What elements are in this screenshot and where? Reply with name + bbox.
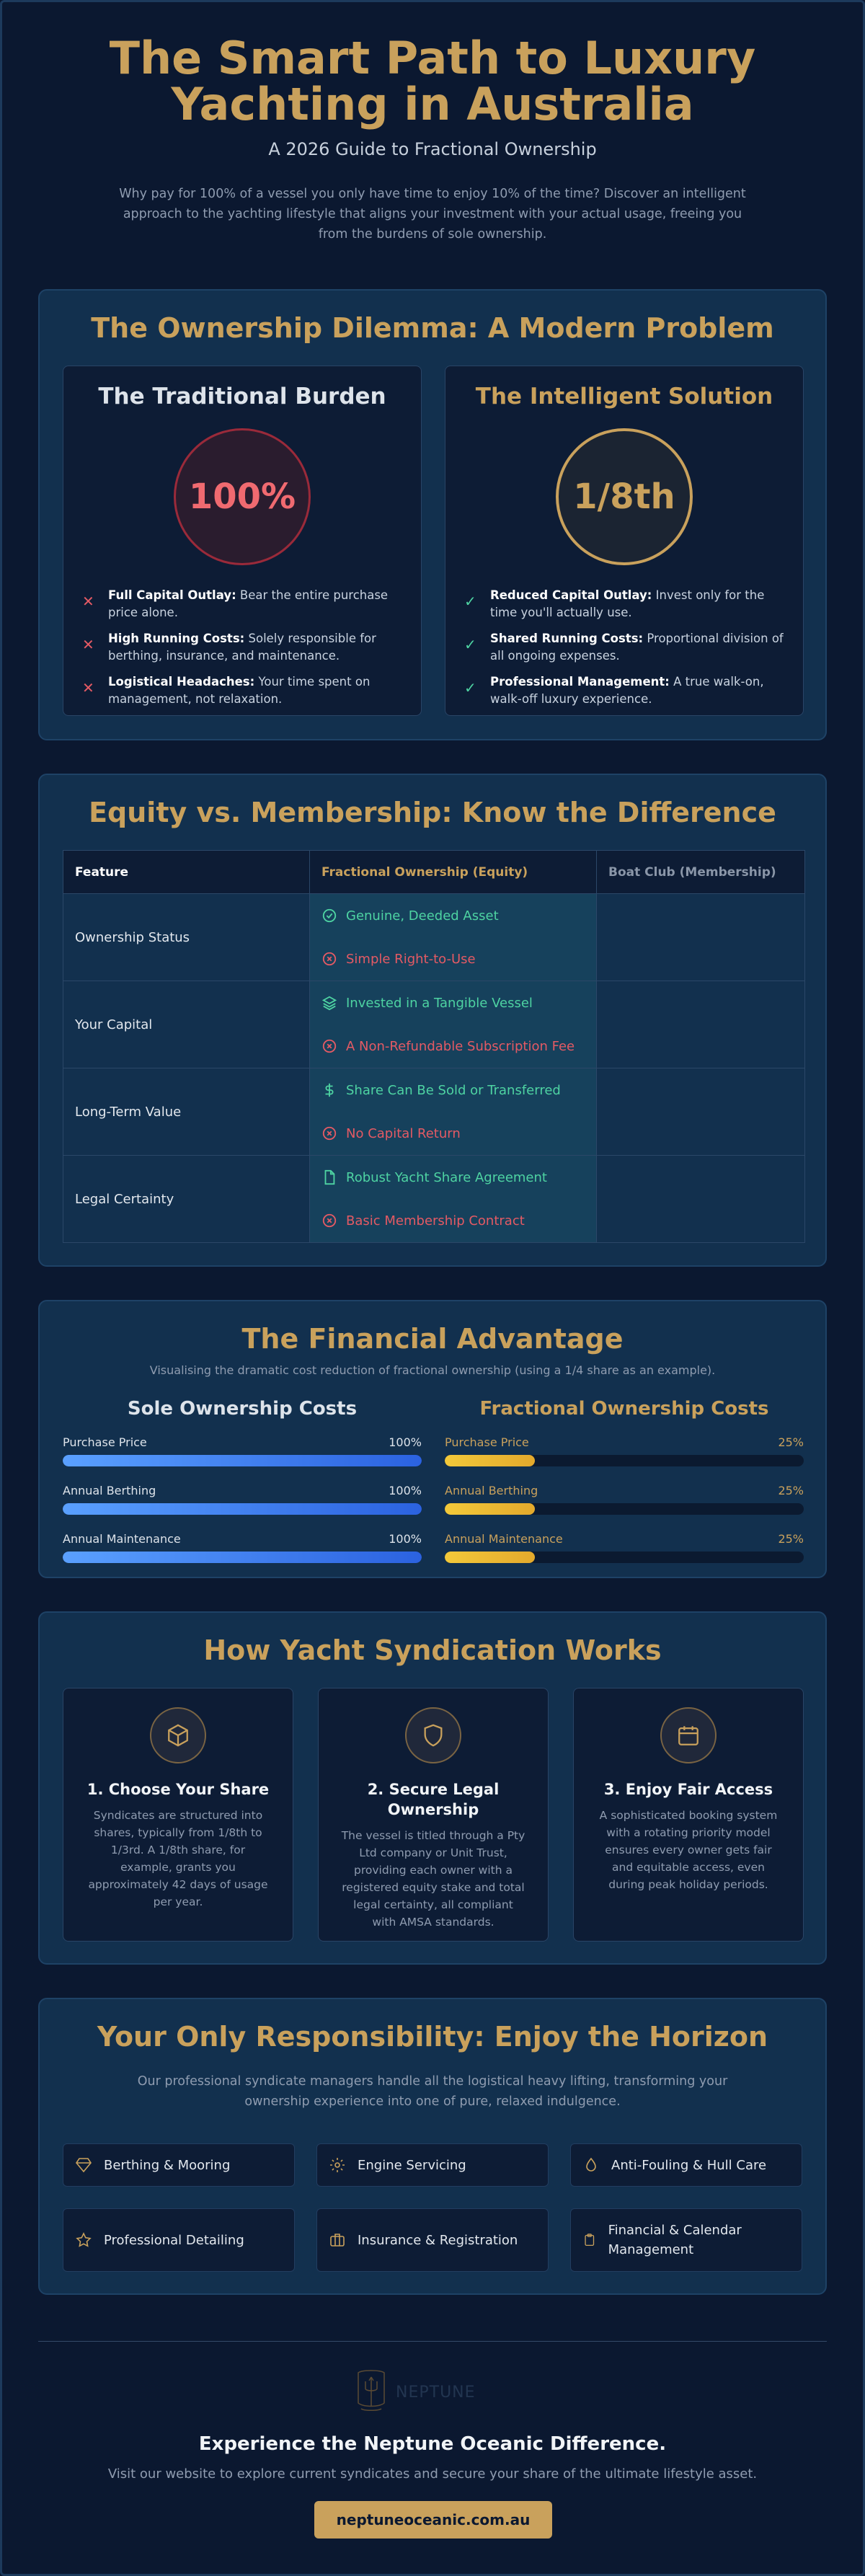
check-icon: ✓ (464, 679, 476, 696)
bar-label: Annual Maintenance (445, 1532, 563, 1546)
cross-icon: ✕ (82, 593, 94, 610)
positive-point (321, 1156, 585, 1199)
footer-subtitle: Visit our website to explore current syndicates and secure your share of the ultimate lifestyle asset. (107, 2466, 758, 2482)
page-subtitle: A 2026 Guide to Fractional Ownership (268, 139, 597, 159)
negative-point (321, 1024, 585, 1068)
calendar-icon (660, 1707, 717, 1763)
x-circle-icon (321, 1213, 337, 1229)
bar-fill (445, 1503, 535, 1515)
item-text: Invest only for the time you'll actually use. (490, 588, 765, 619)
bar-fill (445, 1552, 535, 1563)
intro-paragraph: Why pay for 100% of a vessel you only have time to enjoy 10% of the time? Discover an intelligent approach to the yachting lifestyle that aligns your investment with your actual usage, freeing you from the burdens of sole ownership. (119, 187, 746, 242)
equity-cell (310, 894, 597, 981)
bar-value: 100% (389, 1532, 422, 1546)
positive-text: Genuine, Deeded Asset (346, 908, 499, 924)
clipboard-icon (582, 2231, 597, 2249)
table-row (63, 1068, 805, 1156)
traditional-heading: The Traditional Burden (98, 384, 386, 410)
column-header: Boat Club (Membership) (597, 851, 805, 894)
feature-cell: Long-Term Value (63, 1068, 310, 1156)
negative-point (321, 1112, 585, 1155)
bar-label: Purchase Price (63, 1435, 147, 1449)
intelligent-item (464, 673, 784, 708)
traditional-figure: 100% (174, 428, 311, 565)
bar-value: 25% (778, 1532, 804, 1546)
equity-title: Equity vs. Membership: Know the Difference (89, 797, 776, 828)
cost-bar (63, 1435, 422, 1466)
bar-track (63, 1503, 422, 1515)
bar-label: Annual Berthing (63, 1484, 156, 1497)
shield-icon (405, 1707, 461, 1763)
document-icon (321, 1169, 337, 1185)
bar-track (63, 1455, 422, 1466)
table-row (63, 981, 805, 1068)
ownership-dilemma-section (38, 289, 827, 740)
item-label: High Running Costs: (108, 632, 245, 645)
step-text: The vessel is titled through a Pty Ltd company or Unit Trust, providing each owner with a registered equity stake and total legal certainty, all compliant with AMSA standards. (341, 1829, 525, 1929)
traditional-burden-panel (63, 366, 422, 716)
sole-ownership-bars (63, 1398, 422, 1580)
equity-cell (310, 981, 597, 1068)
dilemma-title: The Ownership Dilemma: A Modern Problem (91, 312, 774, 344)
bar-fill (445, 1455, 535, 1466)
cost-bar (63, 1484, 422, 1515)
bar-label: Annual Berthing (445, 1484, 538, 1497)
cost-bar (445, 1532, 804, 1563)
dollar-icon (321, 1082, 337, 1098)
negative-point (321, 1199, 585, 1242)
bar-fill (63, 1503, 422, 1515)
syndication-title: How Yacht Syndication Works (203, 1634, 662, 1666)
financial-note: Visualising the dramatic cost reduction of fractional ownership (using a 1/4 share as an example). (149, 1363, 716, 1377)
footer-title: Experience the Neptune Oceanic Difference. (198, 2433, 667, 2455)
page-title: The Smart Path to Luxury Yachting in Australia (109, 32, 756, 130)
step-text: Syndicates are structured into shares, typically from 1/8th to 1/3rd. A 1/8th share, for example, grants you approximately 42 days of usage per year. (88, 1809, 268, 1908)
table-row (63, 1156, 805, 1243)
droplet-icon (582, 2156, 600, 2174)
logo-text: NEPTUNE (396, 2383, 476, 2402)
fractional-heading: Fractional Ownership Costs (479, 1398, 769, 1420)
membership-cell (597, 1156, 805, 1243)
traditional-item (82, 673, 402, 708)
bar-value: 100% (389, 1435, 422, 1449)
cost-bar (445, 1484, 804, 1515)
item-text: A true walk-on, walk-off luxury experience. (490, 675, 764, 706)
step-card (318, 1688, 549, 1942)
positive-point (321, 1068, 585, 1112)
step-title: 2. Secure Legal Ownership (367, 1781, 500, 1818)
intelligent-heading: The Intelligent Solution (475, 384, 773, 410)
column-header: Fractional Ownership (Equity) (310, 851, 597, 894)
bar-track (445, 1503, 804, 1515)
layers-icon (321, 995, 337, 1011)
positive-point (321, 981, 585, 1024)
bar-track (63, 1552, 422, 1563)
fractional-ownership-bars (445, 1398, 804, 1580)
equity-cell (310, 1156, 597, 1243)
bar-value: 25% (778, 1484, 804, 1497)
item-label: Reduced Capital Outlay: (490, 588, 652, 602)
diamond-icon (75, 2156, 92, 2174)
column-header: Feature (63, 851, 310, 894)
service-item (316, 2208, 549, 2272)
item-text: Bear the entire purchase price alone. (108, 588, 389, 619)
bar-label: Purchase Price (445, 1435, 529, 1449)
brand-logo (354, 2368, 476, 2416)
service-label: Anti-Fouling & Hull Care (611, 2157, 767, 2173)
item-text: Proportional division of all ongoing expenses. (490, 632, 784, 663)
positive-text: Invested in a Tangible Vessel (346, 995, 533, 1011)
service-item (570, 2143, 802, 2187)
syndication-section (38, 1611, 827, 1965)
responsibility-section (38, 1998, 827, 2295)
bar-value: 100% (389, 1484, 422, 1497)
item-label: Full Capital Outlay: (108, 588, 236, 602)
item-label: Shared Running Costs: (490, 632, 644, 645)
feature-cell: Legal Certainty (63, 1156, 310, 1243)
website-link-button[interactable]: neptuneoceanic.com.au (314, 2501, 552, 2539)
bar-value: 25% (778, 1435, 804, 1449)
briefcase-icon (329, 2231, 346, 2249)
neptune-logo-icon (354, 2368, 389, 2416)
cube-icon (150, 1707, 206, 1763)
check-icon: ✓ (464, 636, 476, 653)
item-text: Your time spent on management, not relaxation. (108, 675, 371, 706)
footer-divider (38, 2341, 827, 2342)
service-label: Berthing & Mooring (104, 2157, 231, 2173)
membership-cell (597, 1068, 805, 1156)
item-label: Professional Management: (490, 675, 670, 689)
positive-text: Share Can Be Sold or Transferred (346, 1082, 561, 1098)
step-text: A sophisticated booking system with a rotating priority model ensures every owner gets fair and equitable access, even during peak holiday periods. (599, 1809, 778, 1891)
intelligent-item (464, 587, 784, 621)
table-header-row (63, 851, 805, 894)
service-item (316, 2143, 549, 2187)
financial-advantage-section (38, 1300, 827, 1578)
service-label: Financial & Calendar Management (608, 2223, 742, 2257)
item-label: Logistical Headaches: (108, 675, 255, 689)
check-icon: ✓ (464, 593, 476, 610)
feature-cell: Your Capital (63, 981, 310, 1068)
negative-point (321, 937, 585, 981)
cost-bar (63, 1532, 422, 1563)
negative-text: No Capital Return (346, 1125, 461, 1141)
step-title: 1. Choose Your Share (86, 1781, 270, 1798)
negative-text: Basic Membership Contract (346, 1213, 525, 1229)
item-text: Solely responsible for berthing, insurance, and maintenance. (108, 632, 376, 663)
check-circle-icon (321, 908, 337, 924)
intelligent-item (464, 630, 784, 665)
membership-cell (597, 894, 805, 981)
service-label: Professional Detailing (104, 2232, 244, 2248)
service-item (63, 2208, 295, 2272)
step-title: 3. Enjoy Fair Access (603, 1781, 773, 1798)
feature-cell: Ownership Status (63, 894, 310, 981)
membership-cell (597, 981, 805, 1068)
x-circle-icon (321, 1038, 337, 1054)
cost-bar (445, 1435, 804, 1466)
intelligent-solution-panel (445, 366, 804, 716)
negative-text: A Non-Refundable Subscription Fee (346, 1038, 575, 1054)
bar-track (445, 1455, 804, 1466)
equity-vs-membership-section (38, 774, 827, 1267)
responsibility-note: Our professional syndicate managers handle all the logistical heavy lifting, transforming your ownership experience into one of pure, relaxed indulgence. (137, 2074, 728, 2109)
bar-fill (63, 1552, 422, 1563)
equity-cell (310, 1068, 597, 1156)
intelligent-figure: 1/8th (556, 428, 693, 565)
x-circle-icon (321, 951, 337, 967)
responsibility-title: Your Only Responsibility: Enjoy the Horizon (97, 2021, 768, 2053)
positive-point (321, 894, 585, 937)
table-row (63, 894, 805, 981)
step-card (573, 1688, 804, 1942)
service-label: Insurance & Registration (358, 2232, 518, 2248)
comparison-table (63, 850, 805, 1243)
service-label: Engine Servicing (358, 2157, 466, 2173)
negative-text: Simple Right-to-Use (346, 951, 476, 967)
traditional-item (82, 630, 402, 665)
step-card (63, 1688, 293, 1942)
sole-heading: Sole Ownership Costs (127, 1398, 358, 1420)
x-circle-icon (321, 1125, 337, 1141)
star-icon (75, 2231, 92, 2249)
financial-title: The Financial Advantage (241, 1323, 624, 1355)
cross-icon: ✕ (82, 679, 94, 696)
service-item (570, 2208, 802, 2272)
hero-section (2, 2, 863, 244)
gear-icon (329, 2156, 346, 2174)
traditional-item (82, 587, 402, 621)
positive-text: Robust Yacht Share Agreement (346, 1169, 547, 1185)
bar-track (445, 1552, 804, 1563)
cross-icon: ✕ (82, 636, 94, 653)
bar-label: Annual Maintenance (63, 1532, 181, 1546)
bar-fill (63, 1455, 422, 1466)
service-item (63, 2143, 295, 2187)
